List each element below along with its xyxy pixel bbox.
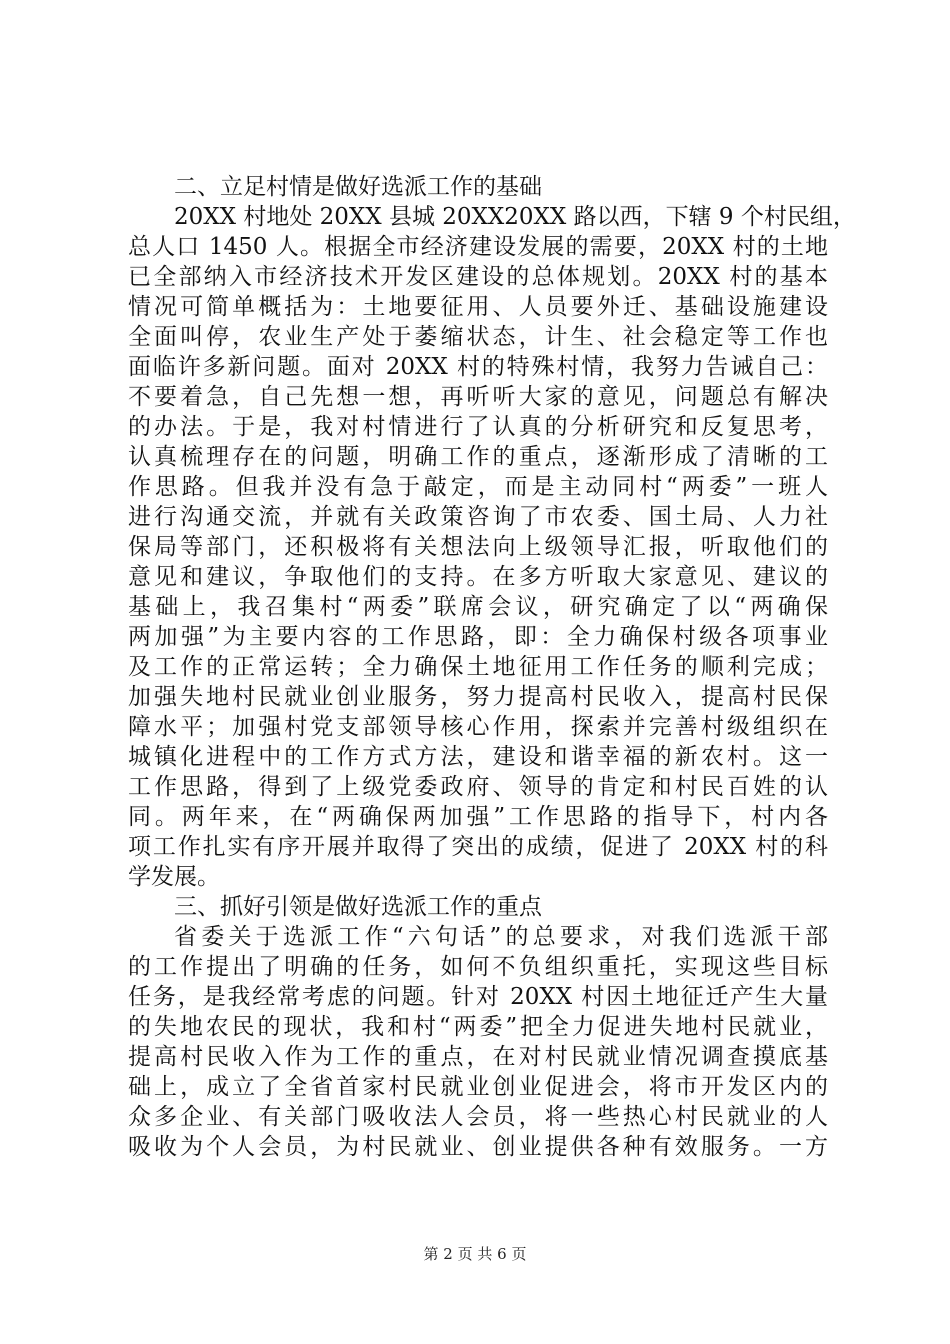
paragraph-line: 任务，是我经常考虑的问题。针对 20XX 村因土地征迁产生大量: [128, 984, 828, 1010]
paragraph-line: 学发展。: [128, 864, 220, 890]
paragraph-line: 作思路。但我并没有急于敲定，而是主动同村“两委”一班人: [128, 474, 828, 500]
paragraph-line: 城镇化进程中的工作方式方法，建设和谐幸福的新农村。这一: [128, 744, 828, 770]
paragraph-line: 的办法。于是，我对村情进行了认真的分析研究和反复思考，: [128, 414, 828, 440]
page-footer: 第 2 页 共 6 页: [423, 1245, 527, 1263]
paragraph-line: 障水平；加强村党支部领导核心作用，探索并完善村级组织在: [128, 714, 828, 740]
paragraph-line: 不要着急，自己先想一想，再听听大家的意见，问题总有解决: [128, 384, 828, 410]
section-heading: 二、立足村情是做好选派工作的基础: [174, 174, 542, 200]
paragraph-line: 吸收为个人会员，为村民就业、创业提供各种有效服务。一方: [128, 1134, 828, 1160]
paragraph-line: 提高村民收入作为工作的重点，在对村民就业情况调查摸底基: [128, 1044, 828, 1070]
section-heading: 三、抓好引领是做好选派工作的重点: [174, 894, 542, 920]
paragraph-line: 两加强”为主要内容的工作思路，即：全力确保村级各项事业: [128, 624, 828, 650]
paragraph-line: 20XX 村地处 20XX 县城 20XX20XX 路以西，下辖 9 个村民组，: [174, 204, 856, 230]
document-body: [128, 172, 856, 1162]
paragraph-line: 面临许多新问题。面对 20XX 村的特殊村情，我努力告诫自己：: [128, 354, 828, 380]
paragraph-line: 全面叫停，农业生产处于萎缩状态，计生、社会稳定等工作也: [128, 324, 828, 350]
paragraph-line: 保局等部门，还积极将有关想法向上级领导汇报，听取他们的: [128, 534, 828, 560]
paragraph-line: 进行沟通交流，并就有关政策咨询了市农委、国土局、人力社: [128, 504, 828, 530]
paragraph-line: 的工作提出了明确的任务，如何不负组织重托，实现这些目标: [128, 954, 828, 980]
paragraph-line: 项工作扎实有序开展并取得了突出的成绩，促进了 20XX 村的科: [128, 834, 828, 860]
paragraph-line: 意见和建议，争取他们的支持。在多方听取大家意见、建议的: [128, 564, 828, 590]
paragraph-line: 众多企业、有关部门吸收法人会员，将一些热心村民就业的人: [128, 1104, 828, 1130]
paragraph-line: 已全部纳入市经济技术开发区建设的总体规划。20XX 村的基本: [128, 264, 828, 290]
paragraph-line: 及工作的正常运转；全力确保土地征用工作任务的顺利完成；: [128, 654, 828, 680]
paragraph-line: 加强失地村民就业创业服务，努力提高村民收入，提高村民保: [128, 684, 828, 710]
paragraph-line: 础上，成立了全省首家村民就业创业促进会，将市开发区内的: [128, 1074, 828, 1100]
paragraph-line: 认真梳理存在的问题，明确工作的重点，逐渐形成了清晰的工: [128, 444, 828, 470]
paragraph-line: 总人口 1450 人。根据全市经济建设发展的需要，20XX 村的土地: [128, 234, 828, 260]
paragraph-line: 基础上，我召集村“两委”联席会议，研究确定了以“两确保: [128, 594, 828, 620]
paragraph-line: 工作思路，得到了上级党委政府、领导的肯定和村民百姓的认: [128, 774, 828, 800]
paragraph-line: 省委关于选派工作“六句话”的总要求，对我们选派干部: [174, 924, 828, 950]
paragraph-line: 情况可简单概括为：土地要征用、人员要外迁、基础设施建设: [128, 294, 828, 320]
paragraph-line: 同。两年来，在“两确保两加强”工作思路的指导下，村内各: [128, 804, 828, 830]
paragraph-line: 的失地农民的现状，我和村“两委”把全力促进失地村民就业，: [128, 1014, 828, 1040]
